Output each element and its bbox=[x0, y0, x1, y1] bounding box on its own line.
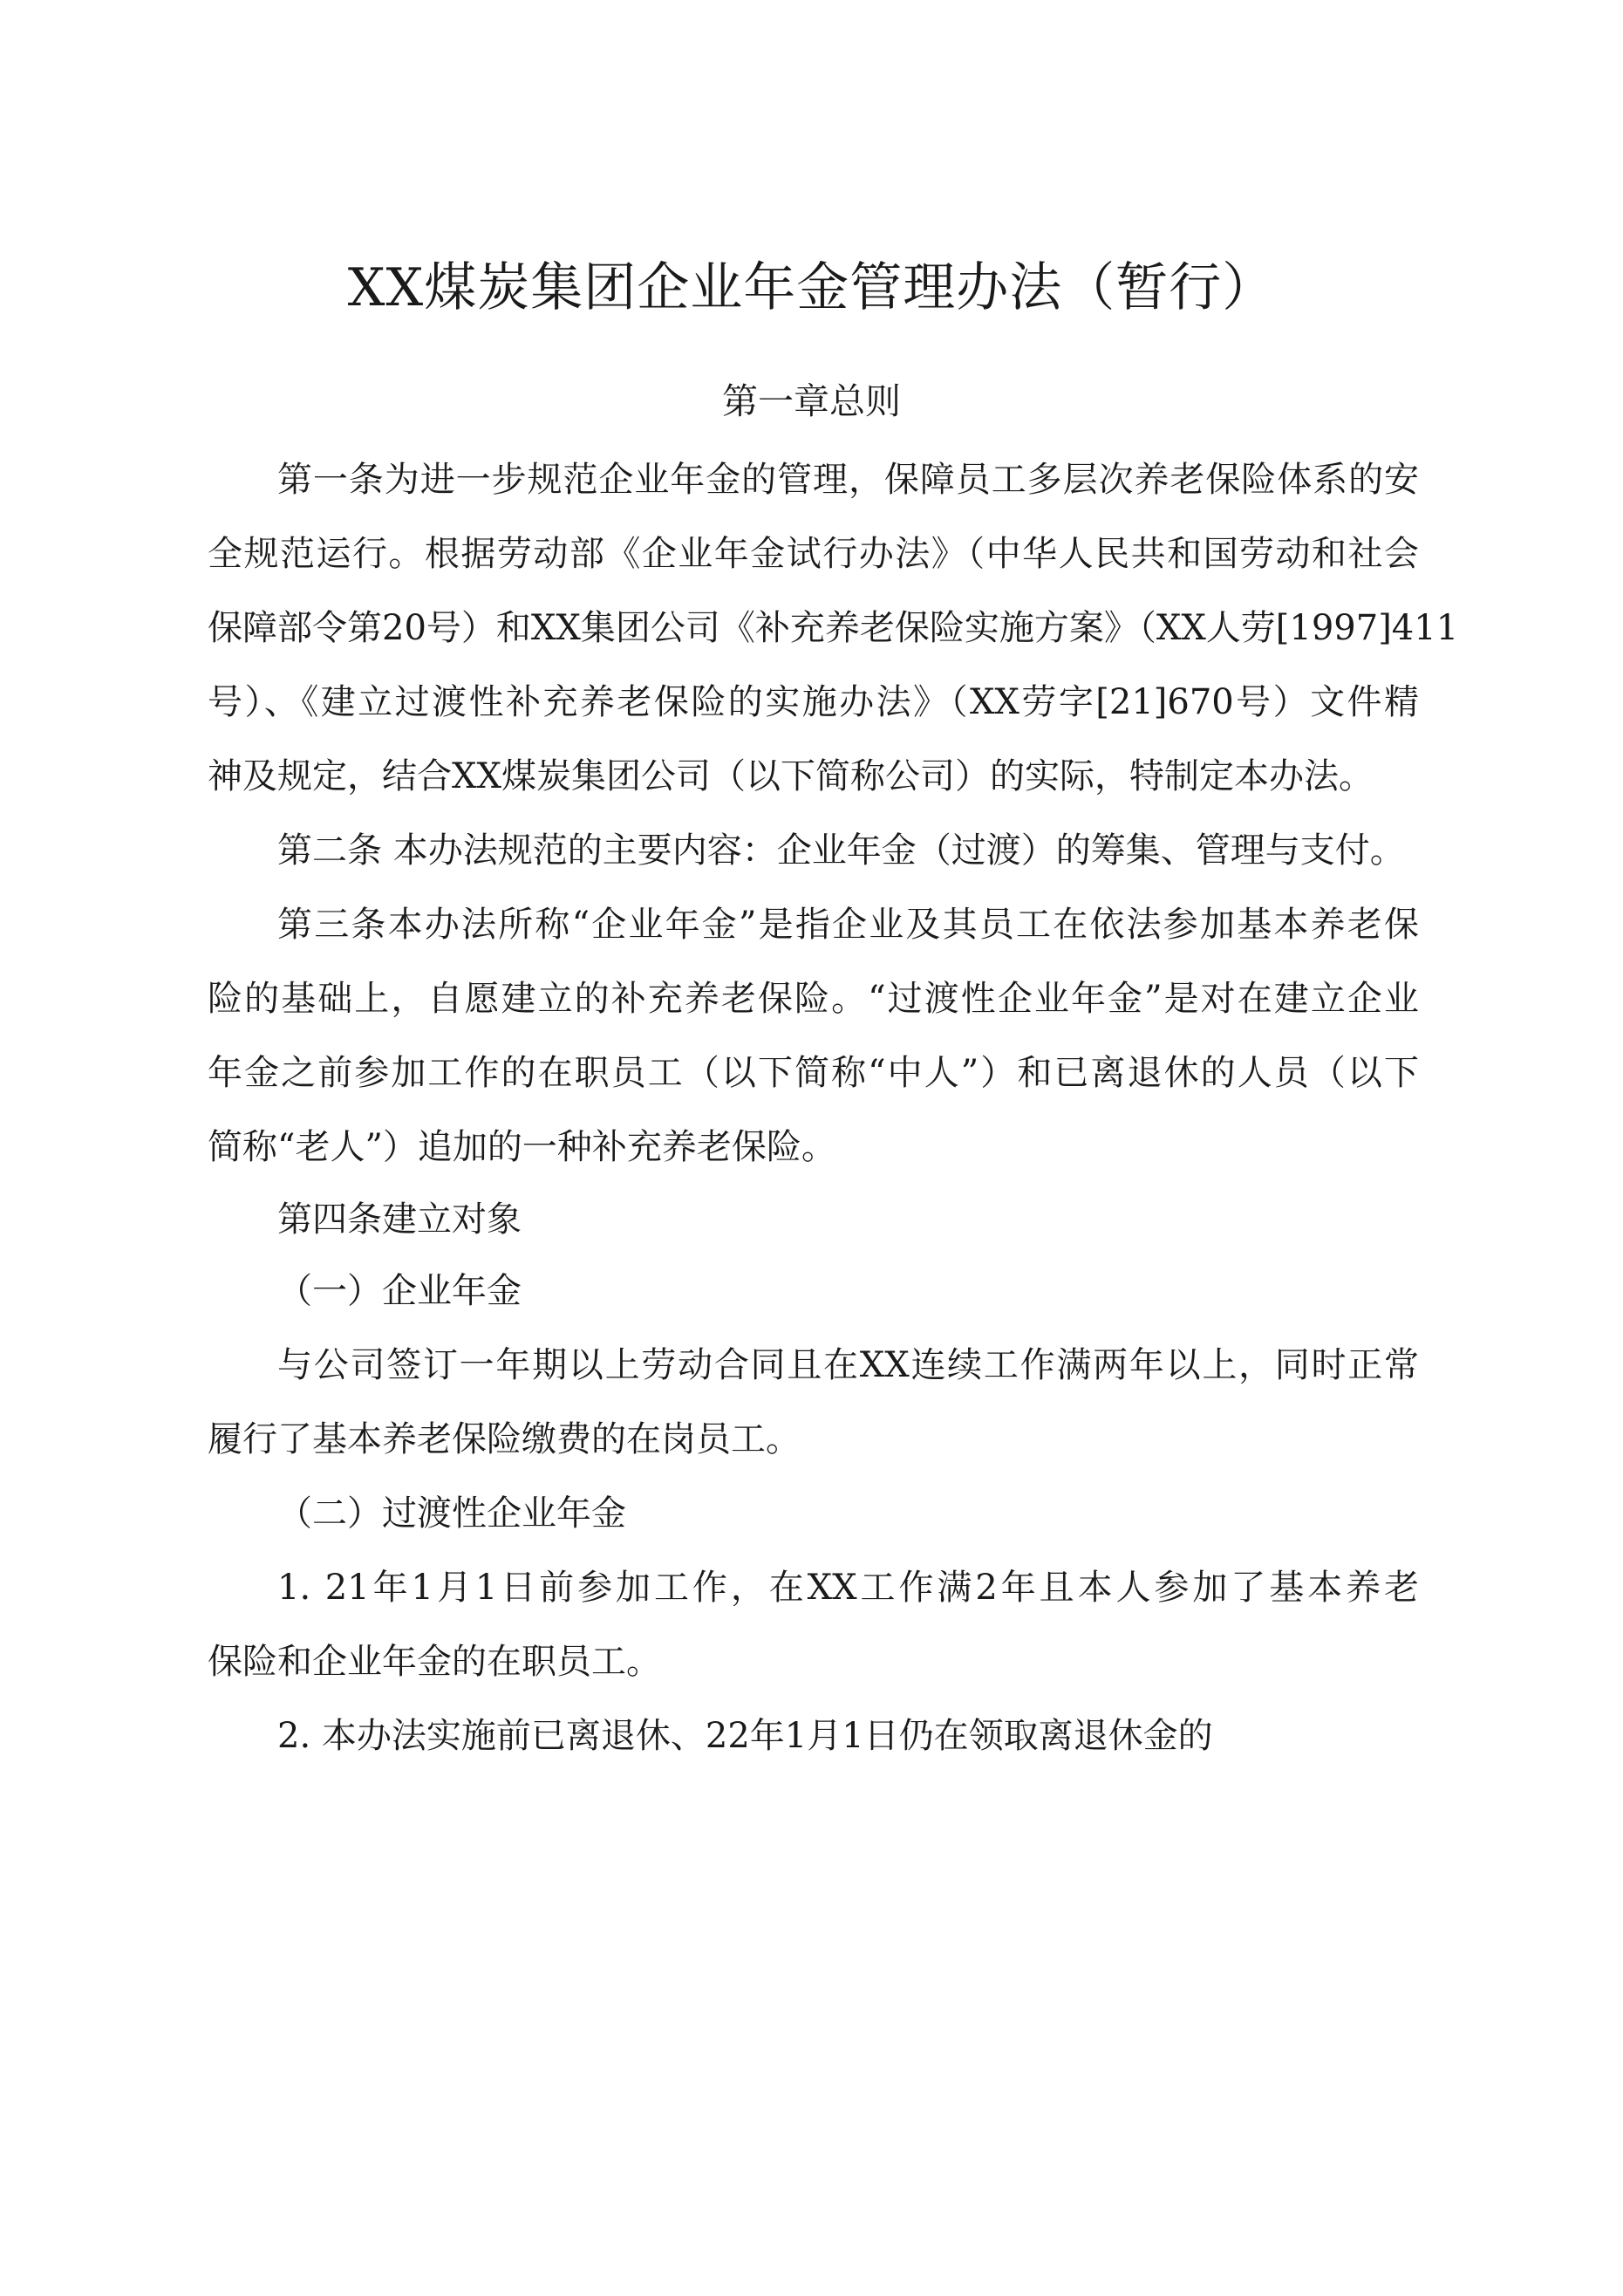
paragraph-line: 简称“老人”）追加的一种补充养老保险。 bbox=[208, 1127, 836, 1167]
paragraph-line: 与公司签订一年期以上劳动合同且在XX连续工作满两年以上，同时正常 bbox=[277, 1345, 1419, 1385]
paragraph-line: 第四条建立对象 bbox=[277, 1199, 522, 1240]
paragraph-line: 全规范运行。根据劳动部《企业年金试行办法》（中华人民共和国劳动和社会 bbox=[208, 534, 1419, 574]
paragraph-line: 保障部令第20号）和XX集团公司《补充养老保险实施方案》（XX人劳[1997]411 bbox=[208, 608, 1459, 648]
paragraph-line: 履行了基本养老保险缴费的在岗员工。 bbox=[208, 1419, 801, 1459]
paragraph-line: 保险和企业年金的在职员工。 bbox=[208, 1642, 661, 1682]
paragraph-line: 第三条本办法所称“企业年金”是指企业及其员工在依法参加基本养老保 bbox=[277, 905, 1419, 945]
paragraph-line: 号）、《建立过渡性补充养老保险的实施办法》（XX劳字[21]670号）文件精 bbox=[208, 682, 1419, 722]
paragraph-line: （一）企业年金 bbox=[277, 1271, 522, 1311]
document-title: XX煤炭集团企业年金管理办法（暂行） bbox=[347, 257, 1276, 318]
chapter-heading: 第一章总则 bbox=[722, 380, 901, 422]
paragraph-line: 年金之前参加工作的在职员工（以下简称“中人”）和已离退休的人员（以下 bbox=[208, 1053, 1419, 1093]
paragraph-line: 神及规定，结合XX煤炭集团公司（以下简称公司）的实际，特制定本办法。 bbox=[208, 756, 1374, 796]
paragraph-line: 第一条为进一步规范企业年金的管理，保障员工多层次养老保险体系的安 bbox=[277, 460, 1419, 500]
paragraph-line: （二）过渡性企业年金 bbox=[277, 1493, 626, 1534]
paragraph-line: 1. 21年1月1日前参加工作，在XX工作满2年且本人参加了基本养老 bbox=[277, 1568, 1419, 1608]
paragraph-line: 险的基础上，自愿建立的补充养老保险。“过渡性企业年金”是对在建立企业 bbox=[208, 979, 1419, 1019]
paragraph-line: 第二条 本办法规范的主要内容：企业年金（过渡）的筹集、管理与支付。 bbox=[277, 830, 1405, 871]
paragraph-line: 2. 本办法实施前已离退休、22年1月1日仍在领取离退休金的 bbox=[277, 1716, 1213, 1756]
